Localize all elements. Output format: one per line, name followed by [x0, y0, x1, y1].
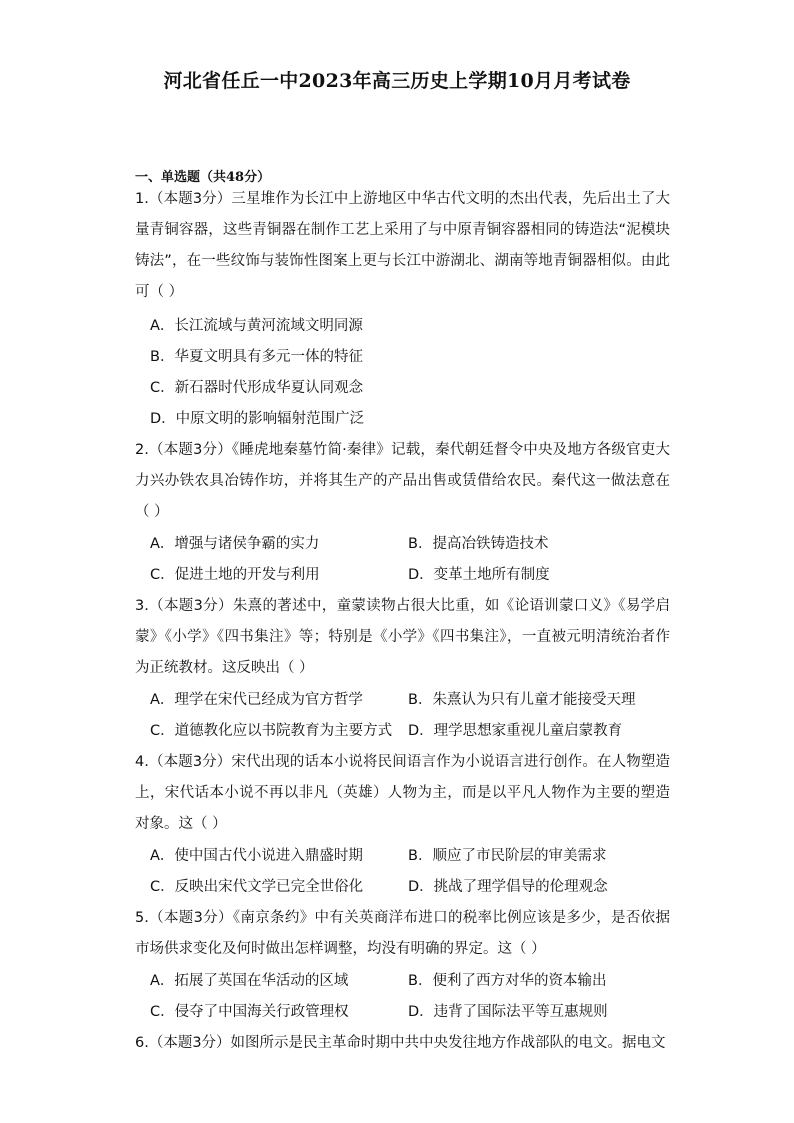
question-4-option-d[interactable]: D．挑战了理学倡导的伦理观念: [408, 879, 608, 895]
question-6-stem: 6.（本题3分）如图所示是民主革命时期中共中央发往地方作战部队的电文。据电文: [135, 1035, 666, 1051]
question-4-option-b[interactable]: B．顺应了市民阶层的审美需求: [408, 848, 607, 864]
question-5-stem: 5.（本题3分）《南京条约》中有关英商洋布进口的税率比例应该是多少，是否依据市场供求变化及何时做出怎样调整，均没有明确的界定。这（ ）: [135, 910, 670, 957]
question-2-option-a[interactable]: A．增强与诸侯争霸的实力: [150, 536, 320, 552]
exam-title: 河北省任丘一中2023年高三历史上学期10月月考试卷: [163, 70, 631, 92]
section-heading: 一、单选题（共48分）: [135, 170, 271, 185]
question-3-option-d[interactable]: D．理学思想家重视儿童启蒙教育: [408, 723, 623, 739]
question-4-option-c[interactable]: C．反映出宋代文学已完全世俗化: [150, 879, 364, 895]
question-2-option-c[interactable]: C．促进土地的开发与利用: [150, 567, 320, 583]
question-2-option-d[interactable]: D．变革土地所有制度: [408, 567, 550, 583]
question-5-option-d[interactable]: D．违背了国际法平等互惠规则: [408, 1004, 608, 1020]
question-2-option-b[interactable]: B．提高冶铁铸造技术: [408, 536, 549, 552]
question-3-option-a[interactable]: A．理学在宋代已经成为官方哲学: [150, 692, 363, 708]
question-1-stem: 1.（本题3分）三星堆作为长江中上游地区中华古代文明的杰出代表，先后出土了大量青铜容器，这些青铜器在制作工艺上采用了与中原青铜容器相同的铸造法“泥模块铸法”，在一些纹饰与装饰性图案上更与长江中游湖北、湖南等地青铜器相似。由此可（ ）: [135, 191, 670, 300]
question-5-option-c[interactable]: C．侵夺了中国海关行政管理权: [150, 1004, 349, 1020]
question-1-option-a[interactable]: A．长江流域与黄河流域文明同源: [150, 318, 363, 334]
question-4-stem: 4.（本题3分）宋代出现的话本小说将民间语言作为小说语言进行创作。在人物塑造上，宋代话本小说不再以非凡（英雄）人物为主，而是以平凡人物作为主要的塑造对象。这（ ）: [135, 754, 670, 832]
question-3-stem: 3.（本题3分）朱熹的著述中，童蒙读物占很大比重，如《论语训蒙口义》《易学启蒙》《小学》《四书集注》等；特别是《小学》《四书集注》，一直被元明清统治者作为正统教材。这反映出（ ）: [135, 598, 670, 676]
question-5-option-a[interactable]: A．拓展了英国在华活动的区域: [150, 973, 349, 989]
question-5-option-b[interactable]: B．便利了西方对华的资本输出: [408, 973, 607, 989]
question-1-option-c[interactable]: C．新石器时代形成华夏认同观念: [150, 380, 364, 396]
question-1-option-b[interactable]: B．华夏文明具有多元一体的特征: [150, 349, 363, 365]
question-4-option-a[interactable]: A．使中国古代小说进入鼎盛时期: [150, 848, 363, 864]
question-3-option-b[interactable]: B．朱熹认为只有儿童才能接受天理: [408, 692, 636, 708]
question-2-stem: 2.（本题3分）《睡虎地秦墓竹简·秦律》记载，秦代朝廷督令中央及地方各级官吏大力兴办铁农具冶铸作坊，并将其生产的产品出售或赁借给农民。秦代这一做法意在（ ）: [135, 442, 670, 520]
question-3-option-c[interactable]: C．道德教化应以书院教育为主要方式: [150, 723, 393, 739]
question-1-option-d[interactable]: D．中原文明的影响辐射范围广泛: [150, 411, 365, 427]
